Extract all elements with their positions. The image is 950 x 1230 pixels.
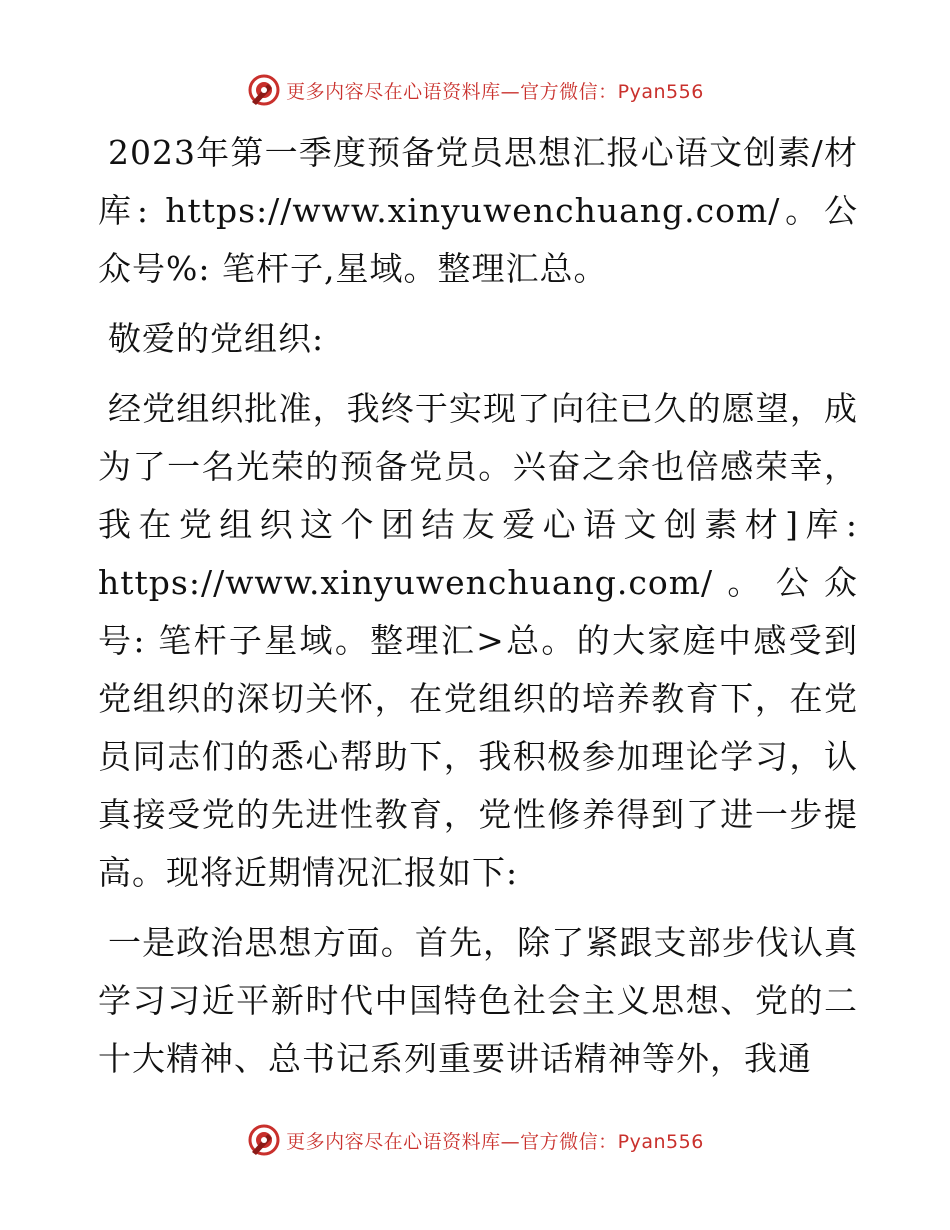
pen-logo-icon bbox=[246, 72, 282, 108]
document-body bbox=[98, 124, 858, 1088]
header-banner-text: 更多内容尽在心语资料库—官方微信：Pyan556 bbox=[286, 80, 704, 103]
footer-banner bbox=[0, 1120, 950, 1160]
footer-banner-text: 更多内容尽在心语资料库—官方微信：Pyan556 bbox=[286, 1130, 704, 1153]
paragraph-2: 一是政治思想方面。首先，除了紧跟支部步伐认真学习习近平新时代中国特色社会主义思想、党的二十大精神、总书记系列重要讲话精神等外，我通 bbox=[98, 923, 858, 1078]
salutation: 敬爱的党组织: bbox=[108, 319, 325, 358]
title-paragraph: 2023年第一季度预备党员思想汇报心语文创素/材库: https://www.xinyuwenchuang.com/。公众号%: 笔杆子,星域。整理汇总。 bbox=[98, 133, 858, 288]
header-banner bbox=[0, 70, 950, 110]
pen-logo-icon bbox=[246, 1122, 282, 1158]
paragraph-1: 经党组织批准，我终于实现了向往已久的愿望，成为了一名光荣的预备党员。兴奋之余也倍感荣幸，我在党组织这个团结友爱心语文创素材]库: https://www.xinyuwenchuang.com/。公众号: 笔杆子星域。整理汇>总。的大家庭中感受到党组织的深切关怀，在党组织的培养教育下，在党员同志们的悉心帮助下，我积极参加理论学习，认真接受党的先进性教育，党性修养得到了进一步提高。现将近期情况汇报如下: bbox=[98, 389, 858, 892]
